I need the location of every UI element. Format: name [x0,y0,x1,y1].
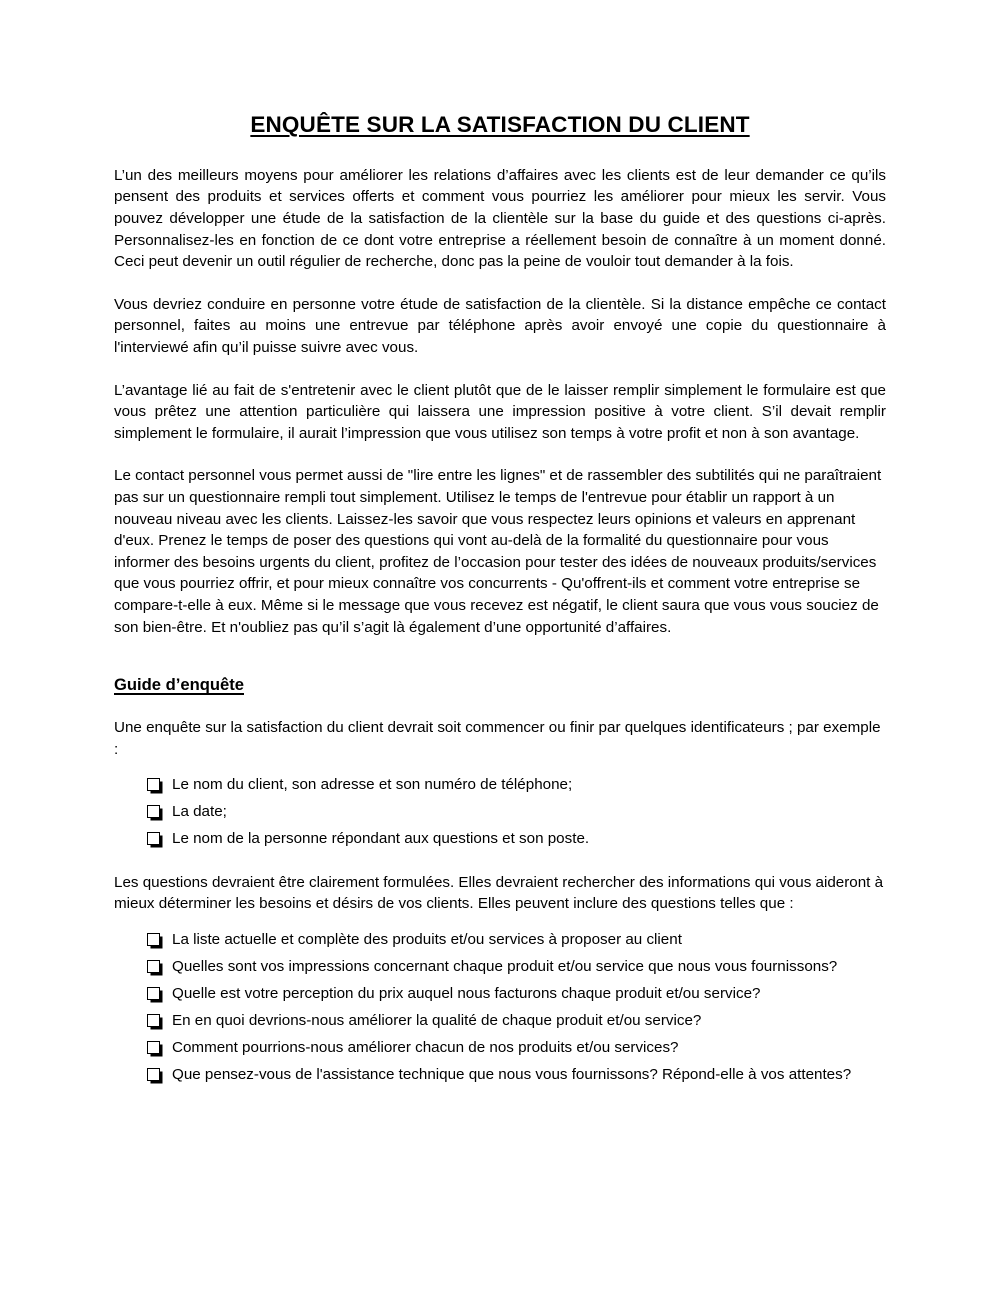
checkbox-icon[interactable] [147,1068,160,1081]
intro-paragraph-3: L’avantage lié au fait de s'entretenir avec le client plutôt que de le laisser remplir simplement le formulaire est que vous prêtez une attention particulière qui laissera une impression positive à votre client. S’il devait remplir simplement le formulaire, il aurait l’impression que vous utilisez son temps à votre profit et non à son avantage. [114,381,886,442]
section-heading-guide [114,674,886,696]
list-item[interactable] [114,1063,886,1087]
checkbox-icon[interactable] [147,1014,160,1027]
spacer [114,638,886,665]
list-item-label: Le nom du client, son adresse et son numéro de téléphone; [172,776,573,794]
list-item[interactable] [114,928,886,952]
list-item[interactable] [114,827,886,851]
document-content [114,0,886,1087]
spacer [114,273,886,294]
list-item-label: La date; [172,803,227,821]
checkbox-icon[interactable] [147,960,160,973]
page-title [114,0,886,138]
intro-paragraph-2: Vous devriez conduire en personne votre étude de satisfaction de la clientèle. Si la distance empêche ce contact personnel, faites au moins une entrevue par téléphone après avoir envoyé une copie du questionnaire à l'interviewé afin qu’il puisse suivre avec vous. [114,295,886,357]
spacer [114,915,886,928]
list-item-label: Quelle est votre perception du prix auquel nous facturons chaque produit et/ou service? [172,985,761,1003]
list-item[interactable] [114,1036,886,1060]
intro-paragraph-4: Le contact personnel vous permet aussi de "lire entre les lignes" et de rassembler des subtilités qui ne paraîtraient pas sur un questionnaire rempli tout simplement. Utilisez le temps de l'entrevue pour établir un rapport à un nouveau niveau avec les clients. Laissez-les savoir que vous respectez leurs opinions et valeurs en apprenant d'eux. Prenez le temps de poser des questions qui vont au-delà de la formalité du questionnaire pour vous informer des besoins urgents du client, profitez de l’occasion pour tester des idées de nouveaux produits/services que vous pourriez offrir, et pour mieux connaître vos concurrents - Qu'offrent-ils et comment votre entreprise se compare-t-elle à eux. Même si le message que vous recevez est négatif, le client saura que vous vous souciez de son bien-être. Et n'oubliez pas qu’il s’agit là également d’une opportunité d’affaires. [114,467,882,636]
questions-intro-paragraph: Les questions devraient être clairement formulées. Elles devraient rechercher des informations qui vous aideront à mieux déterminer les besoins et désirs de vos clients. Elles peuvent inclure des questions telles que : [114,873,884,913]
checkbox-icon[interactable] [147,832,160,845]
list-item[interactable] [114,773,886,797]
identifiers-checklist [114,773,886,851]
checkbox-icon[interactable] [147,778,160,791]
list-item[interactable] [114,982,886,1006]
list-item[interactable] [114,1009,886,1033]
spacer [114,359,886,380]
list-item-label: En en quoi devrions-nous améliorer la qualité de chaque produit et/ou service? [172,1012,702,1030]
list-item[interactable] [114,800,886,824]
checkbox-icon[interactable] [147,933,160,946]
list-item-label: La liste actuelle et complète des produits et/ou services à proposer au client [172,931,682,949]
spacer [114,851,886,872]
page-title-text: ENQUÊTE SUR LA SATISFACTION DU CLIENT [250,112,750,137]
list-item-label: Comment pourrions-nous améliorer chacun de nos produits et/ou services? [172,1039,679,1057]
list-item-label: Le nom de la personne répondant aux questions et son poste. [172,830,590,848]
guide-intro-paragraph: Une enquête sur la satisfaction du client devrait soit commencer ou finir par quelques identificateurs ; par exemple : [114,719,881,758]
checkbox-icon[interactable] [147,987,160,1000]
checkbox-icon[interactable] [147,1041,160,1054]
spacer [114,760,886,773]
questions-checklist [114,928,886,1087]
section-heading-guide-text: Guide d’enquête [114,675,244,695]
spacer [114,696,886,717]
list-item-label: Que pensez-vous de l'assistance technique que nous vous fournissons? Répond-elle à vos attentes? [172,1066,852,1084]
list-item[interactable] [114,955,886,979]
checkbox-icon[interactable] [147,805,160,818]
intro-paragraph-1: L’un des meilleurs moyens pour améliorer les relations d’affaires avec les clients est de leur demander ce qu’ils pensent des produits et services offerts et comment vous pourriez les améliorer pour mieux les servir. Vous pouvez développer une étude de la satisfaction de la clientèle sur la base du guide et des questions ci-après. Personnalisez-les en fonction de ce dont votre entreprise a réellement besoin de connaître à un moment donné. Ceci peut devenir un outil régulier de recherche, donc pas la peine de vouloir tout demander à la fois. [114,166,886,271]
spacer [114,665,886,674]
list-item-label: Quelles sont vos impressions concernant chaque produit et/ou service que nous vous fournissons? [172,958,838,976]
spacer [114,444,886,465]
spacer [114,138,886,165]
